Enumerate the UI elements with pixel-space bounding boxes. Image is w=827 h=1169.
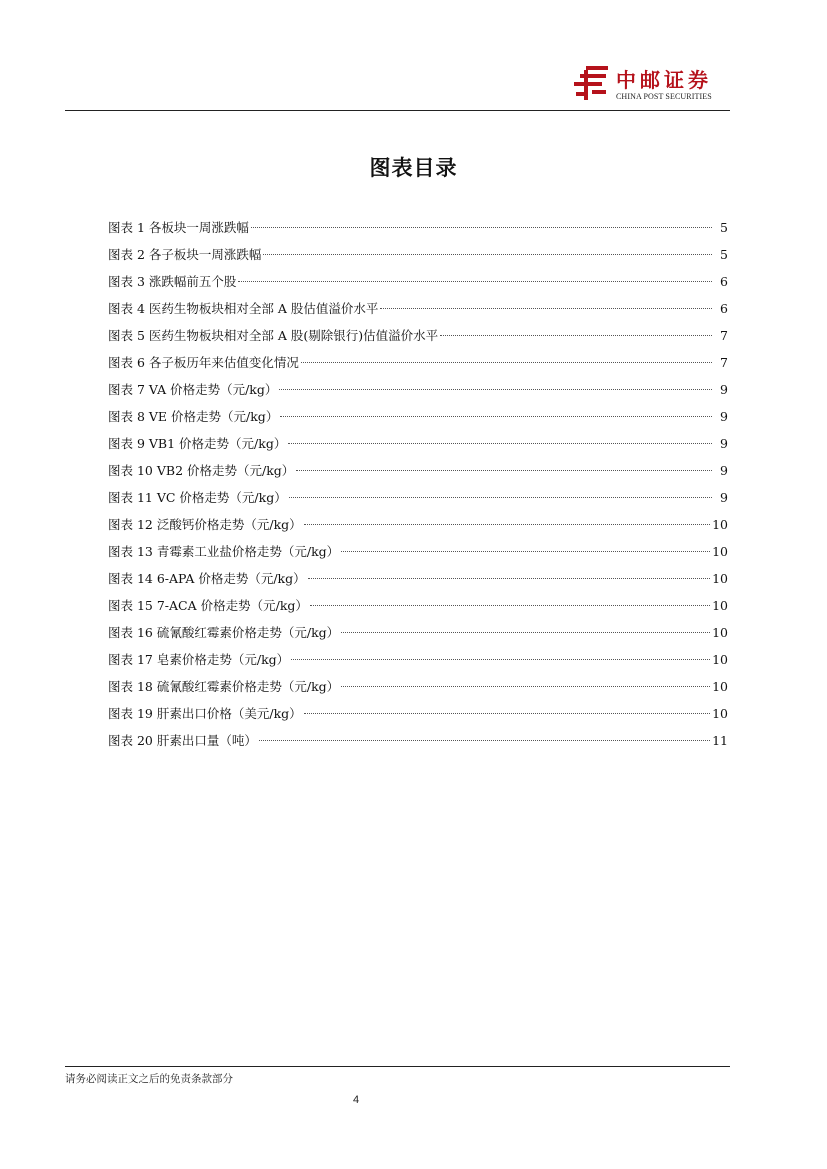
toc-leader-dots bbox=[289, 497, 712, 498]
toc-entry-label: 图表 4 医药生物板块相对全部 A 股估值溢价水平 bbox=[108, 301, 379, 316]
toc-leader-dots bbox=[380, 308, 712, 309]
figure-toc-list bbox=[108, 218, 728, 758]
toc-entry[interactable] bbox=[108, 245, 728, 272]
toc-entry[interactable] bbox=[108, 299, 728, 326]
toc-entry-page: 9 bbox=[720, 490, 728, 505]
toc-entry-label: 图表 11 VC 价格走势（元/kg） bbox=[108, 490, 287, 505]
toc-leader-dots bbox=[263, 254, 712, 255]
china-post-logo-icon bbox=[572, 64, 610, 102]
toc-entry[interactable] bbox=[108, 704, 728, 731]
toc-leader-dots bbox=[279, 389, 712, 390]
toc-entry-label: 图表 2 各子板块一周涨跌幅 bbox=[108, 247, 262, 262]
toc-entry-page: 6 bbox=[720, 301, 728, 316]
toc-entry[interactable] bbox=[108, 461, 728, 488]
toc-leader-dots bbox=[341, 632, 710, 633]
page-title: 图表目录 bbox=[369, 156, 458, 180]
header-divider bbox=[65, 110, 730, 111]
toc-entry-page: 9 bbox=[720, 436, 728, 451]
toc-entry[interactable] bbox=[108, 380, 728, 407]
toc-entry-label: 图表 7 VA 价格走势（元/kg） bbox=[108, 382, 278, 397]
toc-entry[interactable] bbox=[108, 677, 728, 704]
toc-leader-dots bbox=[341, 686, 710, 687]
toc-entry-label: 图表 3 涨跌幅前五个股 bbox=[108, 274, 237, 289]
toc-leader-dots bbox=[341, 551, 710, 552]
toc-entry-page: 9 bbox=[720, 382, 728, 397]
toc-entry[interactable] bbox=[108, 515, 728, 542]
logo-chinese-name: 中邮证券 bbox=[616, 68, 712, 92]
toc-entry-label: 图表 10 VB2 价格走势（元/kg） bbox=[108, 463, 295, 478]
toc-entry-page: 10 bbox=[712, 652, 728, 667]
toc-entry[interactable] bbox=[108, 218, 728, 245]
toc-entry-page: 10 bbox=[712, 625, 728, 640]
toc-leader-dots bbox=[288, 443, 712, 444]
toc-leader-dots bbox=[310, 605, 710, 606]
toc-leader-dots bbox=[308, 578, 710, 579]
company-logo bbox=[572, 62, 732, 106]
toc-entry-page: 11 bbox=[712, 733, 728, 748]
toc-entry-label: 图表 1 各板块一周涨跌幅 bbox=[108, 220, 249, 235]
toc-leader-dots bbox=[259, 740, 710, 741]
toc-entry-label: 图表 17 皂素价格走势（元/kg） bbox=[108, 652, 290, 667]
toc-leader-dots bbox=[238, 281, 712, 282]
toc-entry[interactable] bbox=[108, 488, 728, 515]
toc-entry[interactable] bbox=[108, 353, 728, 380]
logo-english-name: CHINA POST SECURITIES bbox=[616, 92, 712, 101]
footer-disclaimer: 请务必阅读正文之后的免责条款部分 bbox=[65, 1073, 233, 1085]
toc-entry[interactable] bbox=[108, 542, 728, 569]
toc-entry-label: 图表 9 VB1 价格走势（元/kg） bbox=[108, 436, 287, 451]
toc-entry-label: 图表 16 硫氰酸红霉素价格走势（元/kg） bbox=[108, 625, 340, 640]
toc-entry-page: 9 bbox=[720, 409, 728, 424]
toc-entry[interactable] bbox=[108, 407, 728, 434]
toc-leader-dots bbox=[440, 335, 712, 336]
toc-entry-label: 图表 12 泛酸钙价格走势（元/kg） bbox=[108, 517, 302, 532]
toc-entry[interactable] bbox=[108, 326, 728, 353]
toc-entry-page: 5 bbox=[720, 247, 728, 262]
toc-entry-page: 7 bbox=[720, 355, 728, 370]
toc-entry-page: 9 bbox=[720, 463, 728, 478]
toc-entry-page: 6 bbox=[720, 274, 728, 289]
toc-entry-page: 5 bbox=[720, 220, 728, 235]
toc-entry[interactable] bbox=[108, 731, 728, 758]
toc-entry-page: 10 bbox=[712, 517, 728, 532]
toc-entry-label: 图表 8 VE 价格走势（元/kg） bbox=[108, 409, 279, 424]
toc-entry[interactable] bbox=[108, 569, 728, 596]
toc-leader-dots bbox=[251, 227, 712, 228]
toc-leader-dots bbox=[296, 470, 712, 471]
toc-entry-label: 图表 19 肝素出口价格（美元/kg） bbox=[108, 706, 302, 721]
toc-entry-label: 图表 14 6-APA 价格走势（元/kg） bbox=[108, 571, 306, 586]
toc-leader-dots bbox=[280, 416, 712, 417]
toc-entry[interactable] bbox=[108, 272, 728, 299]
toc-entry[interactable] bbox=[108, 650, 728, 677]
toc-leader-dots bbox=[291, 659, 710, 660]
toc-entry-page: 10 bbox=[712, 571, 728, 586]
toc-entry-page: 10 bbox=[712, 544, 728, 559]
toc-entry-label: 图表 13 青霉素工业盐价格走势（元/kg） bbox=[108, 544, 340, 559]
toc-entry-label: 图表 20 肝素出口量（吨） bbox=[108, 733, 257, 748]
toc-leader-dots bbox=[304, 713, 710, 714]
toc-entry-label: 图表 6 各子板历年来估值变化情况 bbox=[108, 355, 299, 370]
toc-entry[interactable] bbox=[108, 596, 728, 623]
toc-entry-page: 10 bbox=[712, 679, 728, 694]
toc-entry-label: 图表 18 硫氰酸红霉素价格走势（元/kg） bbox=[108, 679, 340, 694]
toc-entry[interactable] bbox=[108, 434, 728, 461]
footer-divider bbox=[65, 1066, 730, 1067]
toc-entry-page: 10 bbox=[712, 706, 728, 721]
toc-leader-dots bbox=[301, 362, 712, 363]
toc-leader-dots bbox=[304, 524, 710, 525]
toc-entry-page: 10 bbox=[712, 598, 728, 613]
toc-entry-label: 图表 5 医药生物板块相对全部 A 股(剔除银行)估值溢价水平 bbox=[108, 328, 439, 343]
toc-entry-page: 7 bbox=[720, 328, 728, 343]
page-number: 4 bbox=[352, 1094, 360, 1106]
toc-entry[interactable] bbox=[108, 623, 728, 650]
toc-entry-label: 图表 15 7-ACA 价格走势（元/kg） bbox=[108, 598, 308, 613]
